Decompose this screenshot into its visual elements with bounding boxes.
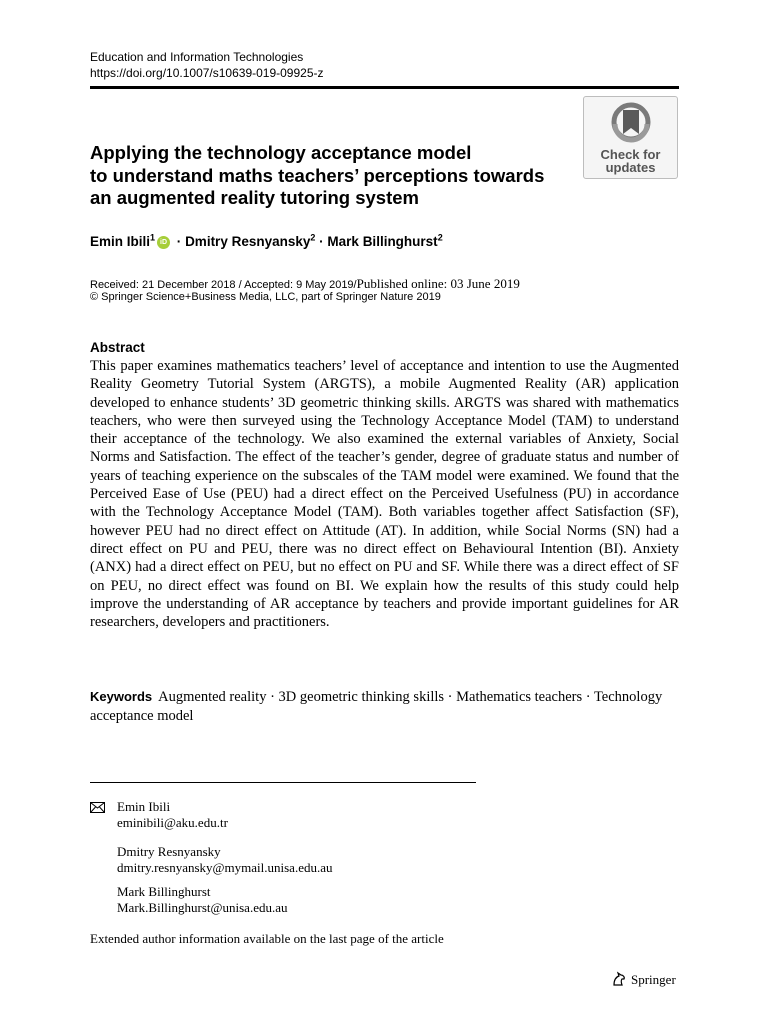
contact-entry bbox=[117, 884, 287, 916]
check-for-updates-icon bbox=[611, 102, 651, 146]
title-line: to understand maths teachers’ perceptions towards bbox=[90, 164, 545, 186]
abstract-heading: Abstract bbox=[90, 340, 145, 355]
header-rule bbox=[90, 86, 679, 89]
check-for-updates-badge[interactable] bbox=[583, 96, 678, 179]
contact-email[interactable]: Mark.Billinghurst@unisa.edu.au bbox=[117, 900, 288, 915]
contact-name: Emin Ibili bbox=[117, 799, 171, 814]
author-affiliation: 2 bbox=[310, 232, 316, 243]
contact-name: Dmitry Resnyansky bbox=[117, 844, 221, 859]
contact-email[interactable]: eminibili@aku.edu.tr bbox=[117, 815, 228, 830]
orcid-icon[interactable]: iD bbox=[157, 236, 170, 249]
title-line: an augmented reality tutoring system bbox=[90, 187, 419, 208]
abstract-text: This paper examines mathematics teachers’ level of acceptance and intention to use the Augmented Reality Geometry Tutorial System (ARGTS), a mobile Augmented Reality (AR) application developed to enhance students’ 3D geometric thinking skills. ARGTS was shared with mathematics teachers, who were then surveyed using the Technology Acceptance Model (TAM) to understand their acceptance of the technology. We also examined the external variables of Anxiety, Social Norms and Satisfaction. The effect of the teacher’s gender, degree of graduate status and number of years of teaching experience on the subscales of the TAM model were examined. We found that the Perceived Ease of Use (PEU) had a direct effect on the Perceived Usefulness (PU) in accordance with the Technology Acceptance Model (TAM). Both variables together affect Satisfaction (SF), however PEU had no direct effect on Attitude (AT). In addition, while Social Norms (SN) had a direct effect on PU and PEU, there was no direct effect on Behavioural Intention (BI). Anxiety (ANX) had a direct effect on PEU, but no effect on PU and SF. While there was a direct effect of SF on PEU, no direct effect was found on BI. We explain how the results of this study could help improve the understanding of AR acceptance by teachers and provide important guidelines for AR researchers, developers and practitioners. bbox=[90, 358, 679, 631]
contact-name: Mark Billinghurst bbox=[117, 884, 211, 899]
check-for-updates-label: Check for updates bbox=[600, 147, 661, 175]
publisher-logo bbox=[611, 971, 676, 989]
footnote-rule bbox=[90, 782, 476, 783]
keywords-label: Keywords bbox=[90, 689, 153, 704]
received-accepted-dates: Received: 21 December 2018 / Accepted: 9 May 2019/ bbox=[90, 279, 357, 291]
published-date: Published online: 03 June 2019 bbox=[356, 276, 520, 291]
journal-name: Education and Information Technologies bbox=[90, 50, 304, 64]
springer-horse-icon bbox=[611, 971, 627, 987]
author-list bbox=[90, 232, 443, 252]
envelope-icon bbox=[90, 802, 105, 813]
author-name[interactable]: Mark Billinghurst bbox=[327, 234, 438, 249]
author-affiliation: 1 bbox=[150, 232, 156, 243]
author-affiliation: 2 bbox=[437, 232, 443, 243]
publisher-name: Springer bbox=[631, 972, 676, 987]
copyright-notice: © Springer Science+Business Media, LLC, part of Springer Nature 2019 bbox=[90, 291, 441, 303]
doi-link[interactable]: https://doi.org/10.1007/s10639-019-09925-z bbox=[90, 66, 324, 80]
author-separator: · bbox=[176, 234, 182, 249]
keywords-text: Augmented reality · 3D geometric thinking skills · Mathematics teachers · Technology acceptance model bbox=[90, 689, 663, 724]
title-line: Applying the technology acceptance model bbox=[90, 142, 472, 163]
extended-author-info: Extended author information available on the last page of the article bbox=[90, 931, 444, 946]
author-separator: · bbox=[319, 234, 324, 249]
author-name[interactable]: Emin Ibili bbox=[90, 234, 151, 249]
keywords bbox=[90, 688, 679, 725]
article-title bbox=[90, 142, 580, 210]
author-name[interactable]: Dmitry Resnyansky bbox=[185, 234, 311, 249]
contact-email[interactable]: dmitry.resnyansky@mymail.unisa.edu.au bbox=[117, 860, 333, 875]
contact-entry bbox=[117, 844, 332, 876]
contact-entry bbox=[117, 799, 228, 831]
